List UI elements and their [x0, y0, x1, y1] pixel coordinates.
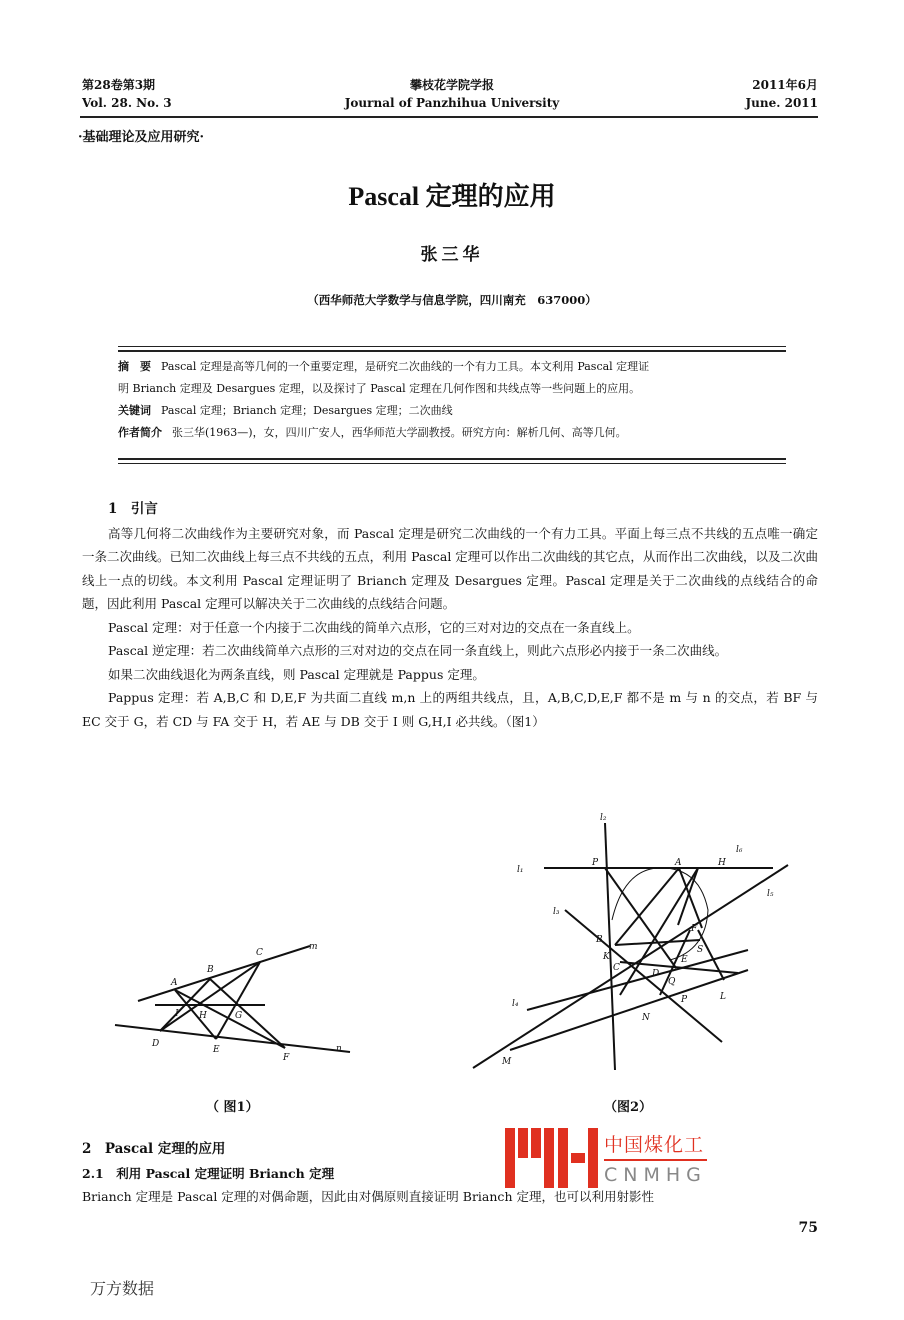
fig1-label-c: C [256, 948, 263, 958]
journal-header-center [300, 76, 604, 112]
fig2-label-l: L [720, 992, 726, 1002]
fig2-label-q: Q [668, 977, 676, 987]
fig2-label-h: H [718, 858, 726, 868]
fig2-label-s: S [697, 945, 704, 955]
fig2-label-f: F [691, 924, 698, 934]
section-1-para-2: Pascal 定理：对于任意一个内接于二次曲线的简单六点形，它的三对对边的交点在一条直线上。 [108, 619, 640, 635]
abstract-text-2: 明 Brianch 定理及 Desargues 定理，以及探讨了 Pascal 定理在几何作图和共线点等一些问题上的应用。 [118, 382, 641, 395]
fig2-label-l5: l₅ [767, 889, 774, 899]
watermark-en: CNMHG [604, 1164, 707, 1186]
fig2-label-n: N [642, 1013, 650, 1023]
fig2-label-k: K [603, 952, 610, 962]
fig1-label-n: n [336, 1044, 342, 1054]
line-l2 [605, 823, 615, 1070]
section-2-heading: 2 Pascal 定理的应用 [82, 1141, 226, 1157]
line-l4 [527, 950, 748, 1010]
keywords-text: Pascal 定理；Brianch 定理；Desargues 定理；二次曲线 [161, 404, 453, 417]
article-author: 张三华 [420, 245, 484, 265]
fig2-label-l4: l₄ [512, 999, 519, 1009]
fig1-label-f: F [283, 1053, 290, 1060]
keywords-label: 关键词 [118, 404, 151, 417]
abstract-block [118, 356, 786, 444]
author-affiliation: （西华师范大学数学与信息学院，四川南充 637000） [307, 293, 597, 307]
fig2-label-l2: l₂ [600, 813, 607, 823]
fig2-label-e: E [681, 955, 688, 965]
author-bio-text: 张三华(1963—)，女，四川广安人，西华师范大学副教授。研究方向：解析几何、高等几何。 [172, 426, 627, 439]
section-1-para-1: 高等几何将二次曲线作为主要研究对象，而 Pascal 定理是研究二次曲线的一个有力工具。平面上每三点不共线的五点唯一确定一条二次曲线。已知二次曲线上每三点不共线的五点，利用 Pascal 定理可以作出二次曲线的其它点，从而作出二次曲线，以及二次曲线上一点的切线。本文利用 Pascal 定理证明了 Brianch 定理及 Desargues 定理。Pascal 定理是关于二次曲线的点线结合的命题，因此利用 Pascal 定理可以解决关于二次曲线的点线结合问题。 [82, 525, 818, 611]
fig1-label-d: D [152, 1039, 160, 1049]
fig1-label-m: m [309, 942, 318, 952]
journal-name-cn: 攀枝花学院学报 [409, 78, 494, 92]
abstract-label: 摘 要 [118, 360, 151, 373]
fig1-label-b: B [207, 965, 214, 975]
figure-2-caption: （图2） [604, 1100, 653, 1115]
fig1-label-a: A [171, 978, 178, 988]
volume-cn: 第28卷第3期 [82, 78, 156, 92]
fig2-label-m: M [502, 1057, 512, 1067]
fig1-label-h: H [199, 1011, 207, 1021]
logo-mh-icon [505, 1128, 598, 1188]
abstract-text-1: Pascal 定理是高等几何的一个重要定理，是研究二次曲线的一个有力工具。本文利用 Pascal 定理证 [161, 360, 650, 373]
section-2-para-1: Brianch 定理是 Pascal 定理的对偶命题，因此由对偶原则直接证明 Brianch 定理，也可以利用射影性 [82, 1189, 654, 1204]
date-cn: 2011年6月 [752, 78, 818, 92]
header-rule [80, 116, 818, 118]
section-1-heading: 1 引言 [108, 501, 158, 517]
abstract-bottom-rule [118, 458, 786, 464]
fig2-label-p2: P [681, 995, 688, 1005]
figure-1 [100, 930, 360, 1060]
section-1-para-4: 如果二次曲线退化为两条直线，则 Pascal 定理就是 Pappus 定理。 [108, 666, 485, 682]
line-n [115, 1025, 350, 1052]
journal-name-en: Journal of Panzhihua University [344, 96, 560, 110]
author-bio-row [118, 422, 786, 444]
section-1-para-5: Pappus 定理：若 A,B,C 和 D,E,F 为共面二直线 m,n 上的两组共线点，且，A,B,C,D,E,F 都不是 m 与 n 的交点，若 BF 与 EC 交于 G，若 CD 与 FA 交于 H，若 AE 与 DB 交于 I 则 G,H,I 必共线。（图1） [82, 690, 819, 729]
abstract-row [118, 356, 786, 378]
section-2 [82, 1138, 818, 1209]
author-bio-label: 作者简介 [118, 426, 162, 439]
journal-header-left [82, 76, 172, 112]
abstract-top-rule [118, 346, 786, 352]
line-sl [698, 930, 724, 980]
journal-header-right [745, 76, 818, 112]
article-title: Pascal 定理的应用 [348, 182, 556, 211]
fig2-label-c: C [613, 963, 620, 973]
volume-en: Vol. 28. No. 3 [82, 96, 172, 110]
line-l5 [473, 865, 788, 1068]
figure-2 [460, 810, 800, 1070]
footer-source: 万方数据 [90, 1279, 155, 1298]
fig2-label-l1: l₁ [517, 865, 524, 875]
fig1-label-e: E [213, 1045, 220, 1055]
fig2-label-l3: l₃ [553, 907, 560, 917]
section-2-1-heading: 2.1 利用 Pascal 定理证明 Brianch 定理 [82, 1165, 335, 1181]
fig2-label-p: P [592, 858, 599, 868]
section-1-para-3: Pascal 逆定理：若二次曲线简单六点形的三对对边的交点在同一条直线上，则此六点形必内接于一条二次曲线。 [108, 643, 728, 658]
watermark-logo [505, 1128, 707, 1188]
keywords-row [118, 400, 786, 422]
page-number: 75 [798, 1220, 818, 1236]
section-1 [82, 498, 818, 733]
fig2-label-l6: l₆ [736, 845, 743, 855]
fig2-label-b: B [596, 935, 603, 945]
fig1-label-i: I [175, 1009, 179, 1019]
watermark-cn: 中国煤化工 [604, 1130, 707, 1161]
figure-1-caption: （ 图1） [206, 1100, 259, 1115]
date-en: June. 2011 [745, 96, 818, 110]
fig1-label-g: G [235, 1011, 243, 1021]
section-tag: ·基础理论及应用研究· [78, 130, 205, 145]
fig2-label-d: D [652, 969, 660, 979]
line-ab [615, 868, 679, 945]
fig2-label-a: A [675, 858, 682, 868]
